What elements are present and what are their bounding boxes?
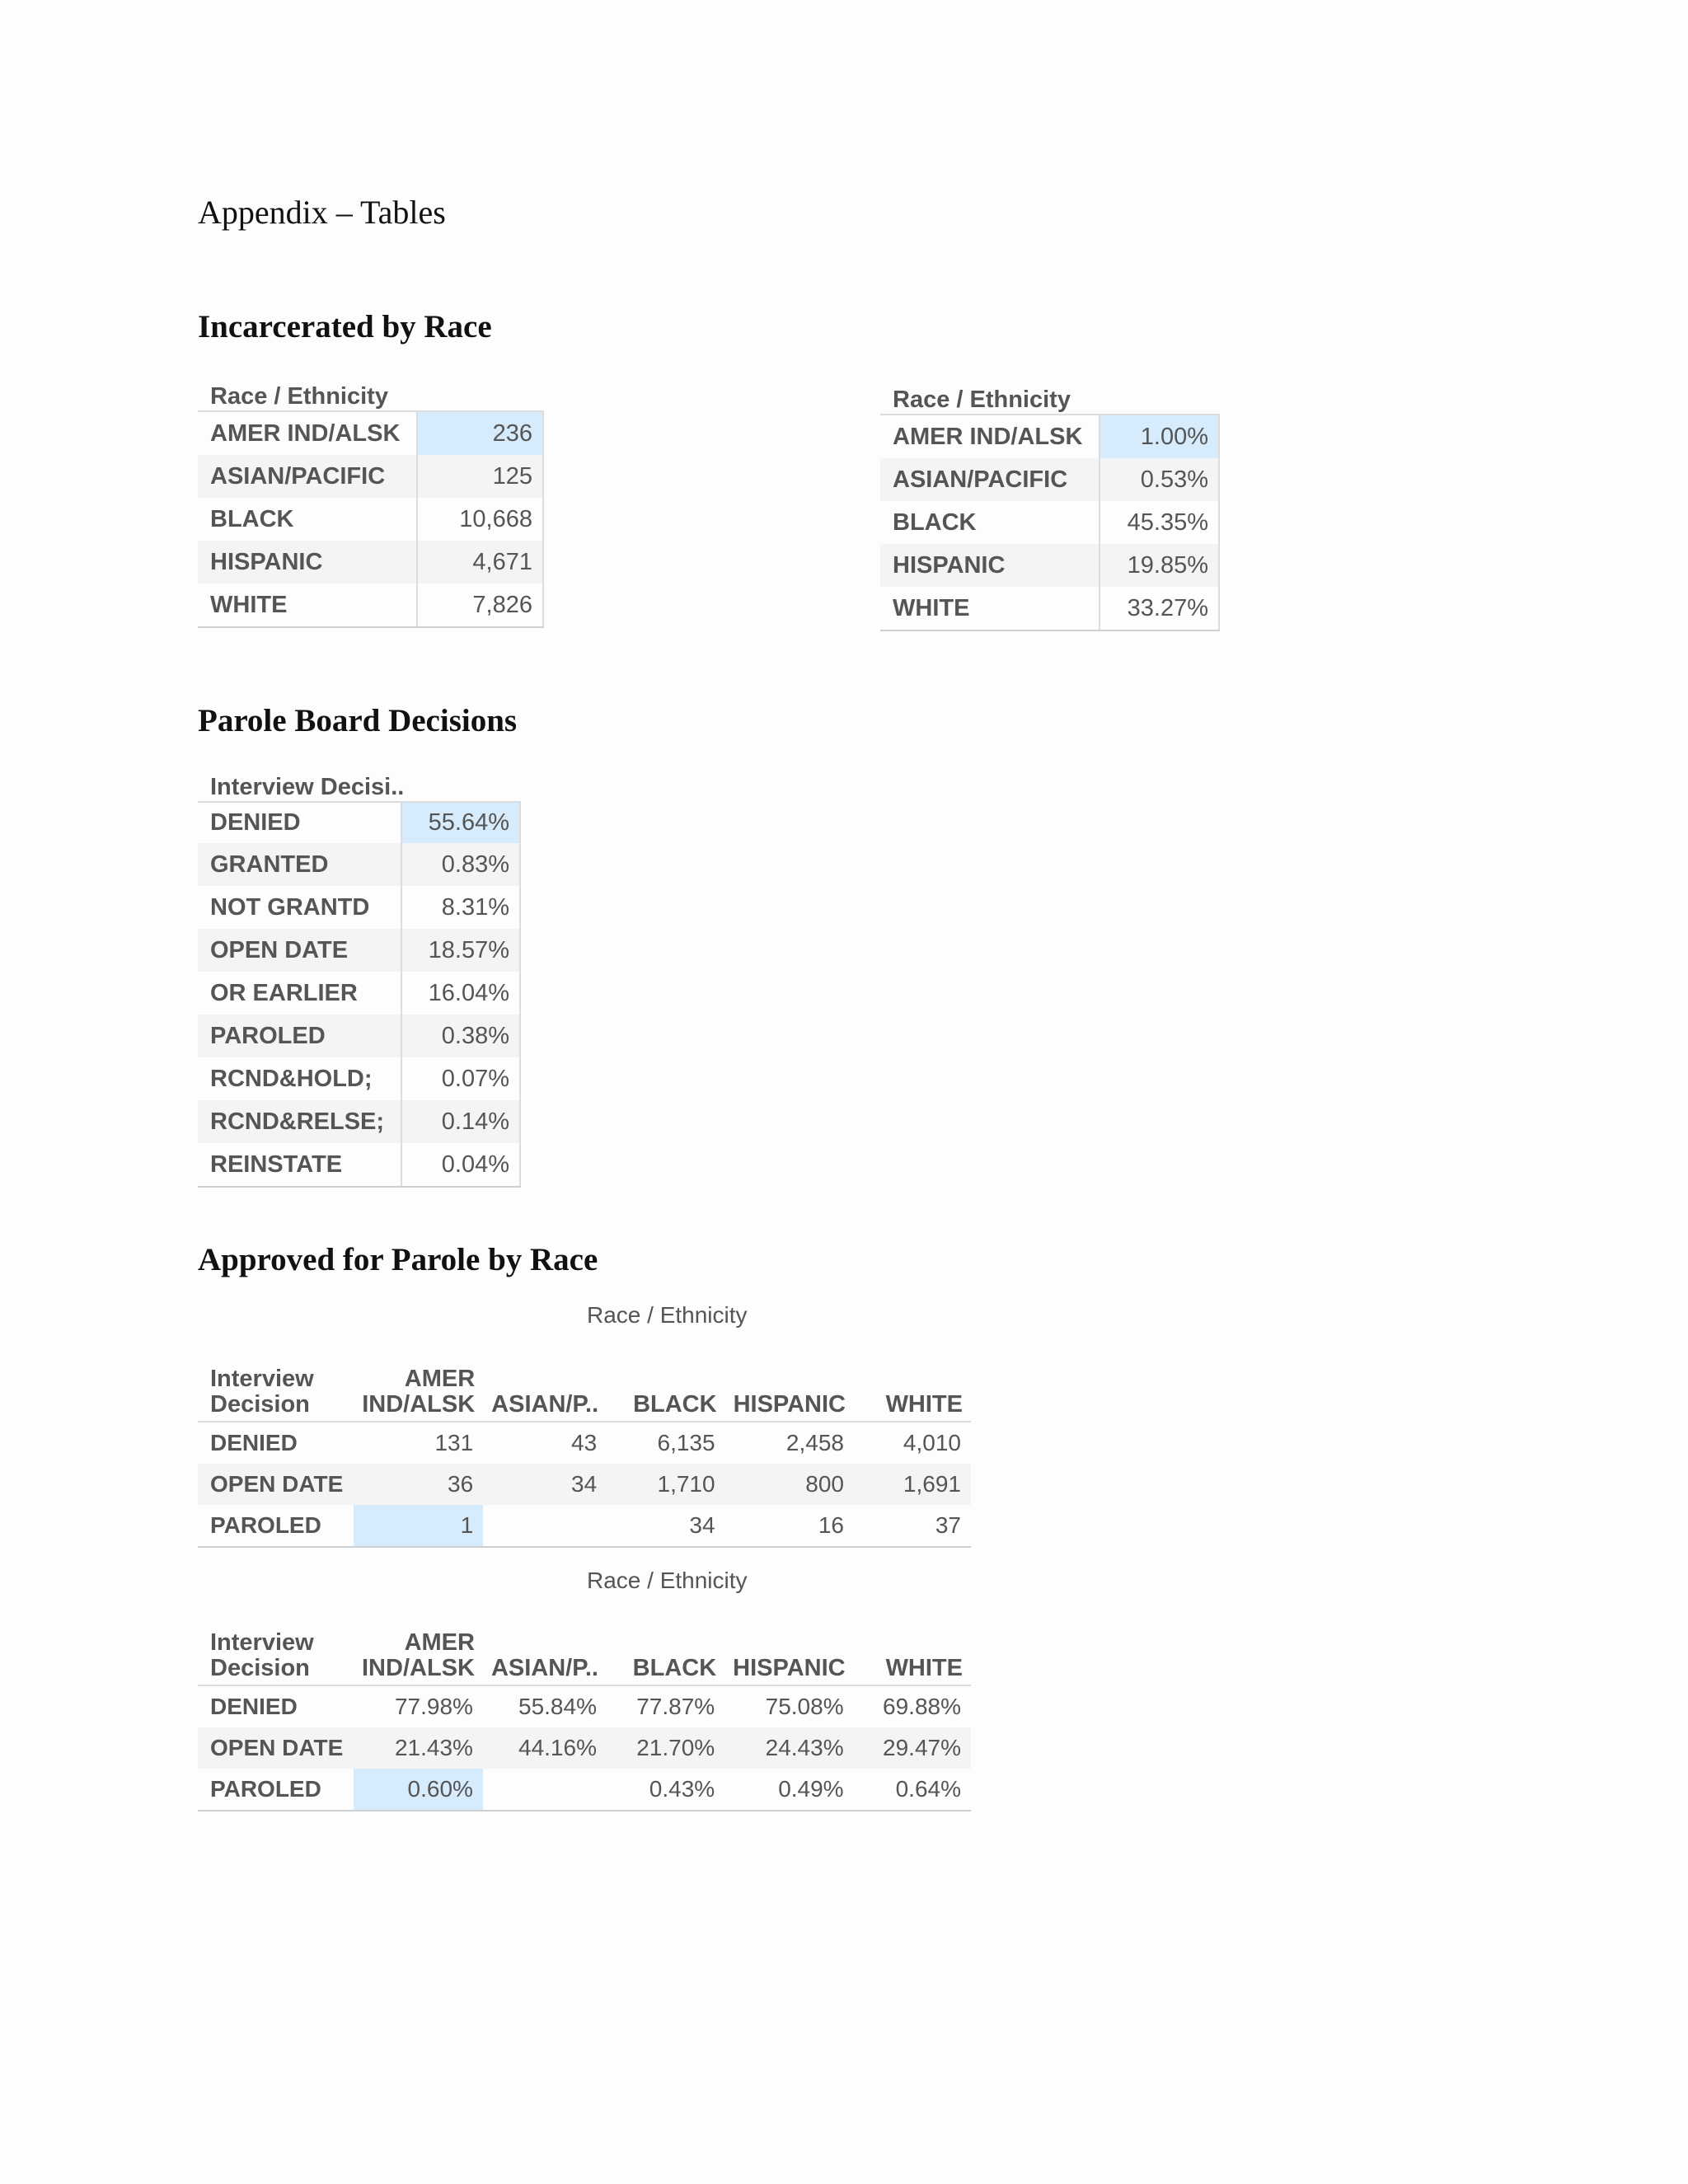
cell-value[interactable]: 34 (483, 1464, 607, 1505)
column-header: WHITE (885, 1655, 963, 1681)
column-header: HISPANIC (733, 1655, 846, 1681)
row-label: HISPANIC (880, 544, 1100, 587)
cell-value[interactable]: 16.04% (401, 972, 520, 1015)
heading-approved-for-parole-by-race: Approved for Parole by Race (198, 1242, 598, 1277)
row-label: ASIAN/PACIFIC (880, 458, 1100, 501)
cell-value[interactable]: 4,671 (417, 541, 543, 583)
cell-value[interactable]: 21.70% (607, 1727, 724, 1769)
cell-value[interactable]: 8.31% (401, 886, 520, 929)
table-header: Race / Ethnicity (210, 383, 388, 410)
cell-value[interactable]: 0.64% (854, 1769, 971, 1811)
row-label: PAROLED (198, 1505, 354, 1547)
cell-value[interactable]: 36 (354, 1464, 483, 1505)
column-header: BLACK (633, 1391, 717, 1418)
row-label: OPEN DATE (198, 1464, 354, 1505)
cell-value[interactable]: 10,668 (417, 498, 543, 541)
crosstab-caption: Race / Ethnicity (587, 1568, 748, 1593)
heading-incarcerated-by-race: Incarcerated by Race (198, 309, 492, 344)
cell-value[interactable]: 0.14% (401, 1100, 520, 1143)
cell-value[interactable]: 55.64% (401, 802, 520, 843)
row-label: RCND&HOLD; (210, 1065, 373, 1092)
row-label: OPEN DATE (198, 1727, 354, 1769)
cell-value[interactable] (483, 1769, 607, 1811)
column-header: WHITE (885, 1391, 963, 1418)
column-header: AMER IND/ALSK (362, 1629, 475, 1681)
cell-value[interactable]: 1,710 (607, 1464, 724, 1505)
cell-value[interactable]: 236 (417, 411, 543, 455)
cell-value[interactable]: 6,135 (607, 1422, 724, 1464)
row-label: BLACK (210, 505, 294, 532)
cell-value[interactable]: 77.87% (607, 1685, 724, 1727)
incarcerated-percent-table (880, 384, 1220, 631)
row-label: PAROLED (198, 1015, 401, 1057)
cell-value[interactable]: 0.83% (401, 843, 520, 886)
row-label: NOT GRANTD (210, 893, 370, 921)
heading-parole-board-decisions: Parole Board Decisions (198, 703, 518, 738)
row-header: Interview Decision (210, 1366, 314, 1418)
column-header: AMER IND/ALSK (362, 1366, 476, 1418)
row-label: BLACK (893, 509, 977, 536)
row-label: DENIED (198, 1685, 354, 1727)
cell-value[interactable]: 55.84% (483, 1685, 607, 1727)
cell-value[interactable]: 0.38% (401, 1015, 520, 1057)
cell-value[interactable]: 24.43% (724, 1727, 853, 1769)
crosstab-caption: Race / Ethnicity (587, 1302, 748, 1328)
cell-value[interactable]: 29.47% (854, 1727, 971, 1769)
column-header: ASIAN/P.. (490, 1655, 598, 1681)
cell-value[interactable]: 0.43% (607, 1769, 724, 1811)
row-label: AMER IND/ALSK (880, 415, 1100, 458)
page-title: Appendix – Tables (198, 194, 446, 231)
cell-value[interactable]: 34 (607, 1505, 724, 1547)
cell-value[interactable]: 37 (854, 1505, 971, 1547)
row-label: ASIAN/PACIFIC (198, 455, 417, 498)
cell-value[interactable]: 69.88% (854, 1685, 971, 1727)
row-label: DENIED (198, 1422, 354, 1464)
cell-value[interactable]: 7,826 (417, 583, 543, 627)
column-header: BLACK (632, 1655, 717, 1681)
cell-value[interactable]: 33.27% (1100, 587, 1219, 630)
cell-value[interactable]: 44.16% (483, 1727, 607, 1769)
row-label: OR EARLIER (210, 979, 358, 1006)
row-label: DENIED (198, 802, 401, 843)
table-header: Race / Ethnicity (893, 387, 1071, 413)
approved-percent-crosstab (198, 1630, 971, 1811)
cell-value[interactable]: 19.85% (1100, 544, 1219, 587)
row-label: AMER IND/ALSK (198, 411, 417, 455)
row-label: HISPANIC (198, 541, 417, 583)
cell-value[interactable]: 0.04% (401, 1143, 520, 1187)
cell-value[interactable] (483, 1505, 607, 1547)
cell-value[interactable]: 18.57% (401, 929, 520, 972)
cell-value[interactable]: 16 (725, 1505, 854, 1547)
cell-value[interactable]: 21.43% (354, 1727, 483, 1769)
column-header: HISPANIC (733, 1391, 846, 1418)
approved-counts-crosstab (198, 1366, 971, 1548)
row-label: WHITE (198, 583, 417, 627)
cell-value[interactable]: 45.35% (1100, 501, 1219, 544)
table-header: Interview Decisi.. (210, 774, 405, 800)
cell-value[interactable]: 125 (417, 455, 543, 498)
row-label: RCND&RELSE; (198, 1100, 401, 1143)
row-label: WHITE (880, 587, 1100, 630)
cell-value[interactable]: 0.53% (1100, 458, 1219, 501)
cell-value[interactable]: 43 (483, 1422, 607, 1464)
cell-value[interactable]: 1.00% (1100, 415, 1219, 458)
cell-value[interactable]: 4,010 (854, 1422, 971, 1464)
row-label: OPEN DATE (198, 929, 401, 972)
cell-value[interactable]: 77.98% (354, 1685, 483, 1727)
row-label: PAROLED (198, 1769, 354, 1811)
cell-value[interactable]: 0.07% (401, 1057, 520, 1100)
cell-value[interactable]: 131 (354, 1422, 483, 1464)
row-header: Interview Decision (210, 1629, 314, 1681)
row-label: GRANTED (198, 843, 401, 886)
column-header: ASIAN/P.. (491, 1391, 599, 1418)
cell-value[interactable]: 0.60% (354, 1769, 483, 1811)
parole-decisions-table (198, 771, 521, 1188)
cell-value[interactable]: 800 (725, 1464, 854, 1505)
incarcerated-counts-table (198, 379, 544, 628)
cell-value[interactable]: 1,691 (854, 1464, 971, 1505)
cell-value[interactable]: 2,458 (725, 1422, 854, 1464)
row-label: REINSTATE (198, 1143, 401, 1187)
cell-value[interactable]: 1 (354, 1505, 483, 1547)
cell-value[interactable]: 75.08% (724, 1685, 853, 1727)
cell-value[interactable]: 0.49% (724, 1769, 853, 1811)
